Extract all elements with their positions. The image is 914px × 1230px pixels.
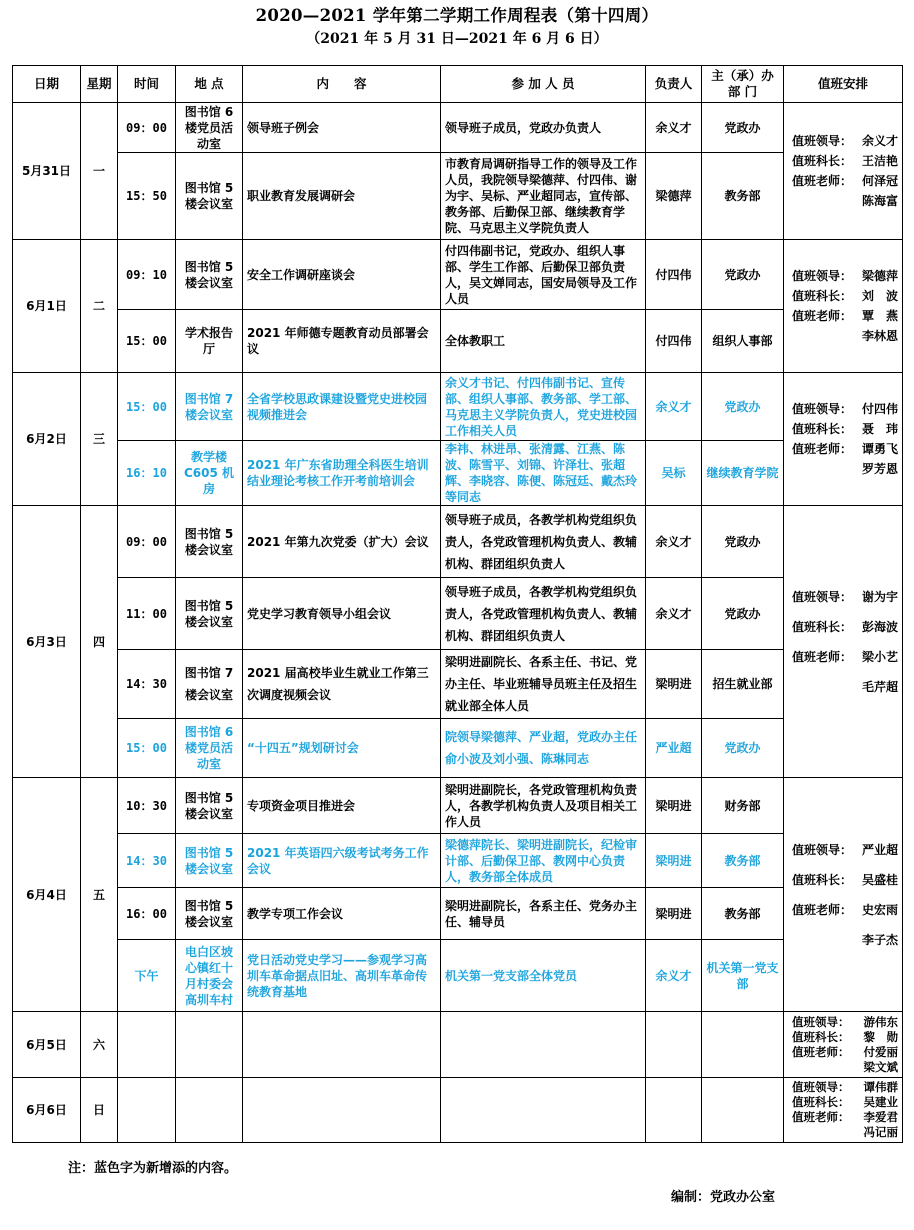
- table-row: [13, 1012, 903, 1078]
- date-cell: 6月2日: [13, 373, 81, 506]
- location-cell: 图书馆 5 楼会议室: [176, 506, 243, 578]
- dept-cell: 招生就业部: [702, 650, 784, 719]
- dept-cell: 党政办: [702, 578, 784, 650]
- duty-teacher-2: 冯记丽: [863, 1125, 898, 1139]
- content-cell: 安全工作调研座谈会: [243, 240, 441, 310]
- location-cell: 学术报告厅: [176, 310, 243, 373]
- owner-cell: 付四伟: [646, 240, 702, 310]
- owner-cell: 梁明进: [646, 834, 702, 888]
- duty-teacher: 梁小艺: [861, 649, 898, 664]
- time-cell: 15：00: [118, 310, 176, 373]
- location-cell: [176, 1012, 243, 1078]
- weekday-cell: 六: [81, 1012, 118, 1078]
- dept-cell: 党政办: [702, 103, 784, 153]
- weekday-cell: 一: [81, 103, 118, 240]
- table-row: [13, 310, 903, 373]
- duty-section-chief: 刘 波: [861, 289, 898, 303]
- owner-cell: 余义才: [646, 940, 702, 1012]
- duty-leader: 游伟东: [863, 1014, 898, 1029]
- duty-teacher: 付爱丽: [863, 1044, 898, 1059]
- duty-leader: 谢为宇: [861, 589, 898, 604]
- date-cell: 6月4日: [13, 778, 81, 1012]
- content-cell: 职业教育发展调研会: [243, 153, 441, 240]
- duty-teacher-2: 罗芳恩: [861, 462, 898, 476]
- footer-note: 注：蓝色字为新增添的内容。: [68, 1161, 238, 1176]
- date-cell: 5月31日: [13, 103, 81, 240]
- date-cell: 6月5日: [13, 1012, 81, 1078]
- col-header-time: 时间: [118, 66, 176, 103]
- participants-cell: 余义才书记、付四伟副书记、宣传部、组织人事部、教务部、学工部、马克思主义学院负责人，党史进校园工作相关人员: [441, 373, 646, 441]
- table-row: [13, 240, 903, 310]
- owner-cell: 严业超: [646, 719, 702, 778]
- owner-cell: 梁德萍: [646, 153, 702, 240]
- time-cell: 15：50: [118, 153, 176, 240]
- participants-cell: 全体教职工: [441, 310, 646, 373]
- location-cell: 图书馆 6 楼党员活动室: [176, 719, 243, 778]
- col-header-owner: 负责人: [646, 66, 702, 103]
- owner-cell: 梁明进: [646, 778, 702, 834]
- table-row: [13, 506, 903, 578]
- content-cell: “十四五”规划研讨会: [243, 719, 441, 778]
- weekday-cell: 四: [81, 506, 118, 778]
- col-header-weekday: 星期: [81, 66, 118, 103]
- col-header-participants: 参 加 人 员: [441, 66, 646, 103]
- duty-cell: 值班领导： 梁德萍 值班科长： 刘 波 值班老师： 覃 燕 李林恩: [784, 240, 903, 373]
- content-cell: 2021 年第九次党委（扩大）会议: [243, 506, 441, 578]
- content-cell: 2021 届高校毕业生就业工作第三次调度视频会议: [243, 650, 441, 719]
- owner-cell: 余义才: [646, 103, 702, 153]
- duty-cell: 值班领导： 谭伟群 值班科长： 吴建业 值班老师： 李爱君 冯记丽: [784, 1078, 903, 1143]
- time-cell: 09：00: [118, 103, 176, 153]
- location-cell: 图书馆 5 楼会议室: [176, 578, 243, 650]
- location-cell: [176, 1078, 243, 1143]
- duty-teacher-2: 毛芹超: [861, 679, 898, 694]
- dept-cell: 党政办: [702, 240, 784, 310]
- content-cell: 领导班子例会: [243, 103, 441, 153]
- location-cell: 电白区坡心镇红十月村委会高圳车村: [176, 940, 243, 1012]
- participants-cell: [441, 1012, 646, 1078]
- weekday-cell: 二: [81, 240, 118, 373]
- time-cell: 15：00: [118, 373, 176, 441]
- location-cell: 教学楼 C605 机房: [176, 441, 243, 506]
- content-cell: [243, 1078, 441, 1143]
- duty-leader: 付四伟: [861, 402, 898, 416]
- weekday-cell: 三: [81, 373, 118, 506]
- duty-section-chief: 聂 玮: [861, 422, 898, 436]
- owner-cell: 梁明进: [646, 888, 702, 940]
- dept-cell: 党政办: [702, 506, 784, 578]
- duty-section-chief: 黎 勋: [863, 1029, 898, 1044]
- location-cell: 图书馆 5 楼会议室: [176, 240, 243, 310]
- duty-teacher: 史宏雨: [861, 902, 898, 917]
- col-header-date: 日期: [13, 66, 81, 103]
- participants-cell: 李祎、林进昂、张清露、江燕、陈波、陈雪平、刘锦、许泽壮、张超辉、李晓容、陈便、陈冠廷、戴杰玲等同志: [441, 441, 646, 506]
- dept-cell: 党政办: [702, 719, 784, 778]
- owner-cell: 余义才: [646, 373, 702, 441]
- duty-teacher-2: 梁文斌: [863, 1059, 898, 1074]
- table-row: [13, 103, 903, 153]
- content-cell: 2021 年广东省助理全科医生培训结业理论考核工作开考前培训会: [243, 441, 441, 506]
- duty-section-chief: 吴建业: [863, 1095, 898, 1109]
- dept-cell: [702, 1078, 784, 1143]
- time-cell: 10：30: [118, 778, 176, 834]
- participants-cell: 梁德萍院长、梁明进副院长，纪检审计部、后勤保卫部、教网中心负责人，教务部全体成员: [441, 834, 646, 888]
- table-row: [13, 578, 903, 650]
- col-header-duty: 值班安排: [784, 66, 903, 103]
- duty-teacher: 李爱君: [863, 1110, 898, 1124]
- time-cell: 09：00: [118, 506, 176, 578]
- location-cell: 图书馆 5 楼会议室: [176, 834, 243, 888]
- owner-cell: 余义才: [646, 578, 702, 650]
- time-cell: [118, 1012, 176, 1078]
- date-cell: 6月3日: [13, 506, 81, 778]
- duty-cell: 值班领导： 谢为宇 值班科长： 彭海波 值班老师： 梁小艺 毛芹超: [784, 506, 903, 778]
- participants-cell: 梁明进副院长，各党政管理机构负责人，各教学机构负责人及项目相关工作人员: [441, 778, 646, 834]
- content-cell: [243, 1012, 441, 1078]
- table-row: [13, 778, 903, 834]
- owner-cell: 梁明进: [646, 650, 702, 719]
- table-header-row: [13, 66, 903, 103]
- content-cell: 党日活动党史学习——参观学习高圳车革命据点旧址、高圳车革命传统教育基地: [243, 940, 441, 1012]
- duty-cell: 值班领导： 游伟东 值班科长： 黎 勋 值班老师： 付爱丽 梁文斌: [784, 1012, 903, 1078]
- schedule-body: [13, 103, 903, 1143]
- page-title: 2020—2021 学年第二学期工作周程表（第十四周）: [255, 6, 659, 25]
- duty-section-chief: 彭海波: [861, 619, 898, 634]
- time-cell: 09：10: [118, 240, 176, 310]
- duty-section-chief: 吴盛桂: [861, 872, 898, 887]
- time-cell: 15：00: [118, 719, 176, 778]
- col-header-location: 地 点: [176, 66, 243, 103]
- table-row: [13, 834, 903, 888]
- table-row: [13, 373, 903, 441]
- dept-cell: [702, 1012, 784, 1078]
- time-cell: 下午: [118, 940, 176, 1012]
- location-cell: 图书馆 5 楼会议室: [176, 153, 243, 240]
- duty-teacher: 何泽冠: [861, 174, 898, 188]
- duty-section-chief: 王洁艳: [861, 154, 898, 168]
- time-cell: [118, 1078, 176, 1143]
- location-cell: 图书馆 7 楼会议室: [176, 373, 243, 441]
- col-header-content: 内 容: [243, 66, 441, 103]
- owner-cell: [646, 1012, 702, 1078]
- dept-cell: 教务部: [702, 888, 784, 940]
- owner-cell: 余义才: [646, 506, 702, 578]
- date-cell: 6月1日: [13, 240, 81, 373]
- dept-cell: 机关第一党支部: [702, 940, 784, 1012]
- location-cell: 图书馆 7 楼会议室: [176, 650, 243, 719]
- schedule-table: [12, 65, 903, 1143]
- participants-cell: 领导班子成员，各教学机构党组织负责人，各党政管理机构负责人、教辅机构、群团组织负责人: [441, 506, 646, 578]
- duty-teacher-2: 李林恩: [861, 329, 898, 343]
- participants-cell: 梁明进副院长、各系主任、书记、党办主任、毕业班辅导员班主任及招生就业部全体人员: [441, 650, 646, 719]
- participants-cell: 梁明进副院长，各系主任、党务办主任、辅导员: [441, 888, 646, 940]
- content-cell: 专项资金项目推进会: [243, 778, 441, 834]
- participants-cell: 机关第一党支部全体党员: [441, 940, 646, 1012]
- table-row: [13, 719, 903, 778]
- dept-cell: 财务部: [702, 778, 784, 834]
- participants-cell: 院领导梁德萍、严业超，党政办主任俞小波及刘小强、陈琳同志: [441, 719, 646, 778]
- dept-cell: 党政办: [702, 373, 784, 441]
- duty-cell: 值班领导： 严业超 值班科长： 吴盛桂 值班老师： 史宏雨 李子杰: [784, 778, 903, 1012]
- duty-leader: 谭伟群: [863, 1080, 898, 1094]
- location-cell: 图书馆 6 楼党员活动室: [176, 103, 243, 153]
- table-row: [13, 940, 903, 1012]
- participants-cell: 领导班子成员，党政办负责人: [441, 103, 646, 153]
- content-cell: 教学专项工作会议: [243, 888, 441, 940]
- participants-cell: [441, 1078, 646, 1143]
- duty-teacher-2: 陈海富: [861, 194, 898, 208]
- content-cell: 2021 年英语四六级考试考务工作会议: [243, 834, 441, 888]
- content-cell: 全省学校思政课建设暨党史进校园视频推进会: [243, 373, 441, 441]
- time-cell: 16：00: [118, 888, 176, 940]
- duty-leader: 梁德萍: [861, 269, 898, 283]
- owner-cell: 付四伟: [646, 310, 702, 373]
- participants-cell: 市教育局调研指导工作的领导及工作人员，我院领导梁德萍、付四伟、谢为宇、吴标、严业超同志，宣传部、教务部、后勤保卫部、继续教育学院、马克思主义学院负责人: [441, 153, 646, 240]
- table-row: [13, 153, 903, 240]
- table-row: [13, 888, 903, 940]
- participants-cell: 付四伟副书记，党政办、组织人事部、学生工作部、后勤保卫部负责人，吴文婵同志，国安局领导及工作人员: [441, 240, 646, 310]
- content-cell: 党史学习教育领导小组会议: [243, 578, 441, 650]
- time-cell: 11：00: [118, 578, 176, 650]
- duty-leader: 余义才: [861, 134, 898, 148]
- table-row: [13, 1078, 903, 1143]
- duty-cell: 值班领导： 余义才 值班科长： 王洁艳 值班老师： 何泽冠 陈海富: [784, 103, 903, 240]
- page-subtitle: （2021 年 5 月 31 日—2021 年 6 月 6 日）: [306, 31, 608, 47]
- table-row: [13, 650, 903, 719]
- dept-cell: 教务部: [702, 834, 784, 888]
- owner-cell: [646, 1078, 702, 1143]
- weekday-cell: 五: [81, 778, 118, 1012]
- footer-editor: 编制：党政办公室: [671, 1190, 776, 1205]
- location-cell: 图书馆 5 楼会议室: [176, 888, 243, 940]
- weekday-cell: 日: [81, 1078, 118, 1143]
- time-cell: 14：30: [118, 650, 176, 719]
- duty-teacher-2: 李子杰: [861, 932, 898, 947]
- table-row: [13, 441, 903, 506]
- dept-cell: 组织人事部: [702, 310, 784, 373]
- time-cell: 16：10: [118, 441, 176, 506]
- duty-teacher: 谭勇飞: [861, 442, 898, 456]
- time-cell: 14：30: [118, 834, 176, 888]
- owner-cell: 吴标: [646, 441, 702, 506]
- col-header-dept: 主（承）办部 门: [702, 66, 784, 103]
- dept-cell: 继续教育学院: [702, 441, 784, 506]
- date-cell: 6月6日: [13, 1078, 81, 1143]
- duty-cell: 值班领导： 付四伟 值班科长： 聂 玮 值班老师： 谭勇飞 罗芳恩: [784, 373, 903, 506]
- dept-cell: 教务部: [702, 153, 784, 240]
- location-cell: 图书馆 5 楼会议室: [176, 778, 243, 834]
- participants-cell: 领导班子成员，各教学机构党组织负责人，各党政管理机构负责人、教辅机构、群团组织负责人: [441, 578, 646, 650]
- content-cell: 2021 年师德专题教育动员部署会议: [243, 310, 441, 373]
- duty-teacher: 覃 燕: [861, 309, 898, 323]
- duty-leader: 严业超: [861, 842, 898, 857]
